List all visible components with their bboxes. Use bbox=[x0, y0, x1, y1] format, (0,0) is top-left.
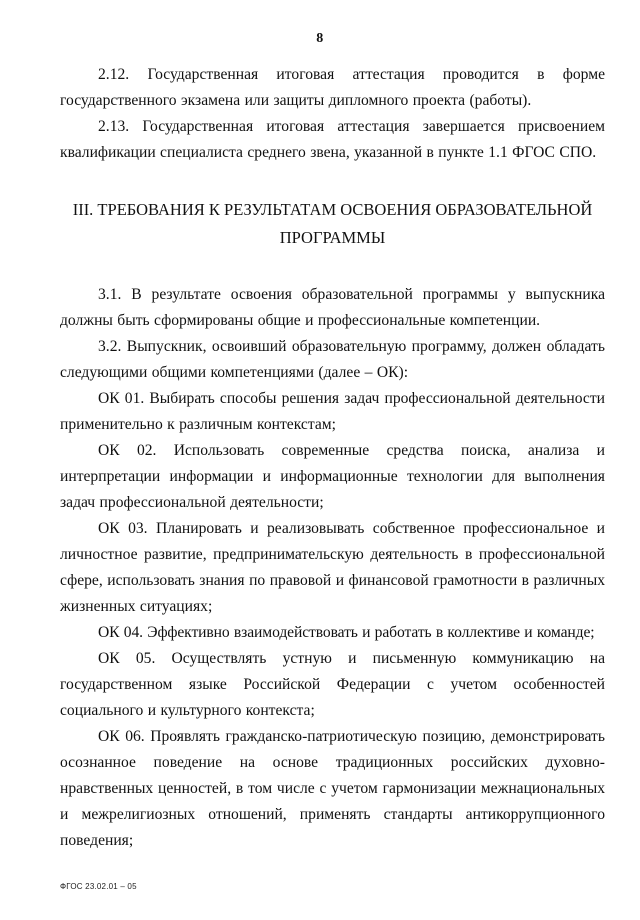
page-number: 8 bbox=[316, 31, 324, 46]
paragraph-3-1: 3.1. В результате освоения образовательной программы у выпускника должны быть сформированы общие и профессиональные компетенции. bbox=[60, 286, 605, 329]
competence-ok-01: ОК 01. Выбирать способы решения задач профессиональной деятельности применительно к различным контекстам; bbox=[60, 390, 605, 433]
competence-ok-05: ОК 05. Осуществлять устную и письменную коммуникацию на государственном языке Российской Федерации с учетом особенностей социального и культурного контекста; bbox=[60, 650, 605, 719]
section-heading-line-1: III. ТРЕБОВАНИЯ К РЕЗУЛЬТАТАМ ОСВОЕНИЯ ОБРАЗОВАТЕЛЬНОЙ bbox=[72, 200, 593, 219]
page-content bbox=[60, 62, 605, 854]
paragraph-2-12: 2.12. Государственная итоговая аттестация проводится в форме государственного экзамена или защиты дипломного проекта (работы). bbox=[60, 66, 605, 109]
competence-ok-02: ОК 02. Использовать современные средства поиска, анализа и интерпретации информации и информационные технологии для выполнения задач профессиональной деятельности; bbox=[60, 442, 605, 511]
paragraph-2-13: 2.13. Государственная итоговая аттестация завершается присвоением квалификации специалиста среднего звена, указанной в пункте 1.1 ФГОС СПО. bbox=[60, 118, 605, 161]
competence-ok-04: ОК 04. Эффективно взаимодействовать и работать в коллективе и команде; bbox=[98, 624, 595, 641]
competence-ok-03: ОК 03. Планировать и реализовывать собственное профессиональное и личностное развитие, предпринимательскую деятельность в профессиональной сфере, использовать знания по правовой и финансовой грамотности в различных жизненных ситуациях; bbox=[60, 520, 605, 615]
document-footer-code: ФГОС 23.02.01 – 05 bbox=[60, 882, 137, 891]
paragraph-3-2: 3.2. Выпускник, освоивший образовательную программу, должен обладать следующими общими компетенциями (далее – ОК): bbox=[60, 338, 605, 381]
section-heading-line-2: ПРОГРАММЫ bbox=[279, 228, 386, 247]
competence-ok-06: ОК 06. Проявлять гражданско-патриотическую позицию, демонстрировать осознанное поведение на основе традиционных российских духовно-нравственных ценностей, в том числе с учетом гармонизации межнациональных и межрелигиозных отношений, применять стандарты антикоррупционного поведения; bbox=[60, 728, 605, 849]
section-heading bbox=[60, 196, 605, 252]
